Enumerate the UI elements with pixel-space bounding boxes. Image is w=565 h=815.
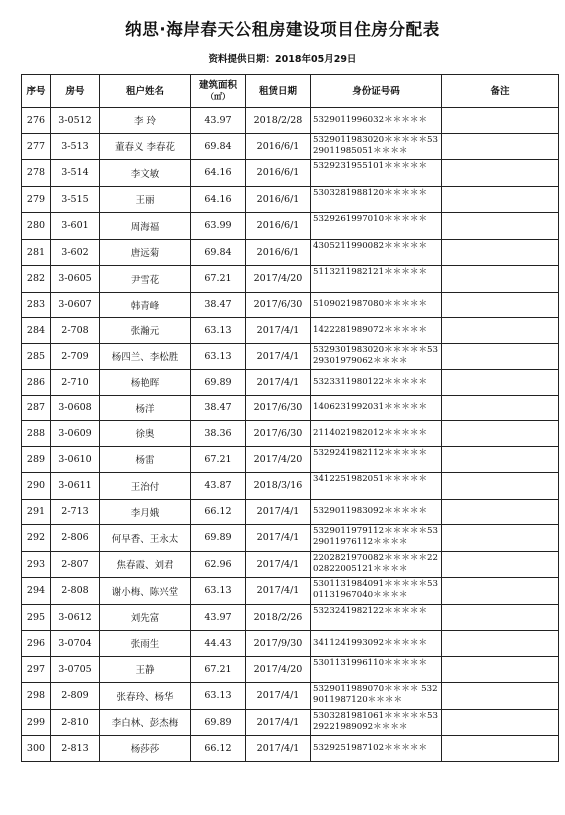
cell-seq: 283 — [22, 292, 51, 318]
cell-lease-date: 2017/6/30 — [246, 421, 311, 447]
table-row — [22, 133, 559, 160]
cell-tenant-name: 唐远菊 — [100, 239, 191, 266]
allocation-table — [21, 74, 559, 762]
cell-seq: 300 — [22, 736, 51, 762]
cell-tenant-name: 张春玲、杨华 — [100, 683, 191, 710]
cell-remark — [442, 343, 559, 370]
cell-lease-date: 2017/4/1 — [246, 551, 311, 578]
cell-remark — [442, 239, 559, 266]
cell-id-number: 5329251987102＊＊＊＊＊ — [311, 736, 442, 762]
cell-room: 2-709 — [51, 343, 100, 370]
cell-lease-date: 2016/6/1 — [246, 213, 311, 240]
cell-remark — [442, 108, 559, 134]
cell-tenant-name: 尹雪花 — [100, 266, 191, 293]
cell-tenant-name: 杨雷 — [100, 446, 191, 473]
cell-room: 3-0608 — [51, 395, 100, 421]
cell-id-number: 5113211982121＊＊＊＊＊ — [311, 266, 442, 293]
cell-room: 3-0609 — [51, 421, 100, 447]
cell-seq: 297 — [22, 656, 51, 683]
cell-remark — [442, 578, 559, 605]
cell-area: 64.16 — [191, 160, 246, 187]
table-row — [22, 578, 559, 605]
cell-area: 38.47 — [191, 395, 246, 421]
cell-remark — [442, 133, 559, 160]
cell-room: 2-808 — [51, 578, 100, 605]
table-row — [22, 656, 559, 683]
cell-area: 67.21 — [191, 656, 246, 683]
cell-tenant-name: 杨艳晖 — [100, 370, 191, 396]
cell-seq: 278 — [22, 160, 51, 187]
cell-id-number: 5329011989070＊＊＊＊ 5329011987120＊＊＊＊ — [311, 683, 442, 710]
table-row — [22, 709, 559, 736]
cell-tenant-name: 李白林、彭杰梅 — [100, 709, 191, 736]
cell-room: 2-810 — [51, 709, 100, 736]
cell-lease-date: 2017/4/20 — [246, 656, 311, 683]
cell-id-number: 5109021987080＊＊＊＊＊ — [311, 292, 442, 318]
cell-tenant-name: 王治付 — [100, 473, 191, 500]
cell-id-number: 2114021982012＊＊＊＊＊ — [311, 421, 442, 447]
cell-id-number: 5329241982112＊＊＊＊＊ — [311, 446, 442, 473]
cell-seq: 295 — [22, 604, 51, 631]
cell-id-number: 5323311980122＊＊＊＊＊ — [311, 370, 442, 396]
table-row — [22, 473, 559, 500]
cell-seq: 292 — [22, 525, 51, 552]
cell-id-number: 5329011983020＊＊＊＊＊5329011985051＊＊＊＊ — [311, 133, 442, 160]
cell-remark — [442, 736, 559, 762]
cell-room: 2-813 — [51, 736, 100, 762]
header-remark: 备注 — [442, 75, 559, 108]
header-room: 房号 — [51, 75, 100, 108]
cell-remark — [442, 604, 559, 631]
cell-seq: 277 — [22, 133, 51, 160]
cell-tenant-name: 谢小梅、陈兴堂 — [100, 578, 191, 605]
table-row — [22, 318, 559, 344]
header-area-label: 建筑面积 — [198, 80, 237, 91]
header-area-unit: （㎡） — [206, 92, 230, 101]
table-row — [22, 683, 559, 710]
cell-room: 3-0607 — [51, 292, 100, 318]
cell-seq: 289 — [22, 446, 51, 473]
cell-lease-date: 2017/4/1 — [246, 683, 311, 710]
cell-room: 3-515 — [51, 186, 100, 213]
cell-id-number: 2202821970082＊＊＊＊＊2202822005121＊＊＊＊ — [311, 551, 442, 578]
cell-tenant-name: 王静 — [100, 656, 191, 683]
header-id-number: 身份证号码 — [311, 75, 442, 108]
cell-tenant-name: 杨莎莎 — [100, 736, 191, 762]
table-row — [22, 631, 559, 657]
cell-lease-date: 2017/4/20 — [246, 446, 311, 473]
cell-seq: 296 — [22, 631, 51, 657]
cell-id-number: 3411241993092＊＊＊＊＊ — [311, 631, 442, 657]
cell-area: 63.13 — [191, 318, 246, 344]
cell-id-number: 5303281981061＊＊＊＊＊5329221989092＊＊＊＊ — [311, 709, 442, 736]
cell-id-number: 5301131984091＊＊＊＊＊5301131967040＊＊＊＊ — [311, 578, 442, 605]
cell-remark — [442, 421, 559, 447]
cell-area: 43.97 — [191, 108, 246, 134]
cell-tenant-name: 周海福 — [100, 213, 191, 240]
table-row — [22, 266, 559, 293]
cell-seq: 280 — [22, 213, 51, 240]
cell-lease-date: 2017/4/1 — [246, 525, 311, 552]
cell-room: 2-708 — [51, 318, 100, 344]
cell-area: 66.12 — [191, 499, 246, 525]
cell-tenant-name: 董春义 李春花 — [100, 133, 191, 160]
cell-lease-date: 2017/4/1 — [246, 370, 311, 396]
cell-area: 38.36 — [191, 421, 246, 447]
cell-seq: 298 — [22, 683, 51, 710]
cell-seq: 288 — [22, 421, 51, 447]
cell-remark — [442, 656, 559, 683]
cell-seq: 291 — [22, 499, 51, 525]
cell-lease-date: 2017/6/30 — [246, 292, 311, 318]
cell-id-number: 5329011996032＊＊＊＊＊ — [311, 108, 442, 134]
cell-area: 43.97 — [191, 604, 246, 631]
cell-area: 69.89 — [191, 525, 246, 552]
cell-remark — [442, 473, 559, 500]
table-row — [22, 736, 559, 762]
cell-seq: 293 — [22, 551, 51, 578]
cell-room: 3-602 — [51, 239, 100, 266]
cell-area: 69.84 — [191, 239, 246, 266]
data-provided-date: 资料提供日期：2018年05月29日 — [208, 54, 357, 65]
cell-area: 63.13 — [191, 343, 246, 370]
cell-area: 43.87 — [191, 473, 246, 500]
cell-tenant-name: 王丽 — [100, 186, 191, 213]
cell-seq: 294 — [22, 578, 51, 605]
cell-area: 62.96 — [191, 551, 246, 578]
cell-tenant-name: 李 玲 — [100, 108, 191, 134]
header-name: 租户姓名 — [100, 75, 191, 108]
cell-remark — [442, 266, 559, 293]
cell-tenant-name: 徐奥 — [100, 421, 191, 447]
cell-tenant-name: 李文敏 — [100, 160, 191, 187]
cell-remark — [442, 370, 559, 396]
cell-lease-date: 2016/6/1 — [246, 133, 311, 160]
cell-tenant-name: 李月娥 — [100, 499, 191, 525]
cell-area: 69.89 — [191, 709, 246, 736]
cell-lease-date: 2016/6/1 — [246, 160, 311, 187]
cell-area: 44.43 — [191, 631, 246, 657]
cell-remark — [442, 318, 559, 344]
cell-lease-date: 2017/4/1 — [246, 499, 311, 525]
cell-seq: 282 — [22, 266, 51, 293]
cell-tenant-name: 韩青峰 — [100, 292, 191, 318]
cell-room: 2-713 — [51, 499, 100, 525]
cell-tenant-name: 何早香、王永太 — [100, 525, 191, 552]
table-row — [22, 421, 559, 447]
cell-tenant-name: 张瀚元 — [100, 318, 191, 344]
table-row — [22, 343, 559, 370]
cell-id-number: 4305211990082＊＊＊＊＊ — [311, 239, 442, 266]
table-header-row — [22, 75, 559, 108]
cell-id-number: 5323241982122＊＊＊＊＊ — [311, 604, 442, 631]
cell-room: 2-806 — [51, 525, 100, 552]
cell-lease-date: 2017/6/30 — [246, 395, 311, 421]
table-row — [22, 160, 559, 187]
cell-lease-date: 2018/3/16 — [246, 473, 311, 500]
cell-area: 69.84 — [191, 133, 246, 160]
cell-seq: 279 — [22, 186, 51, 213]
cell-id-number: 5303281988120＊＊＊＊＊ — [311, 186, 442, 213]
cell-area: 67.21 — [191, 266, 246, 293]
cell-room: 2-710 — [51, 370, 100, 396]
cell-area: 67.21 — [191, 446, 246, 473]
table-row — [22, 604, 559, 631]
cell-area: 38.47 — [191, 292, 246, 318]
cell-lease-date: 2016/6/1 — [246, 239, 311, 266]
cell-room: 3-0512 — [51, 108, 100, 134]
cell-seq: 286 — [22, 370, 51, 396]
cell-area: 63.13 — [191, 683, 246, 710]
cell-area: 66.12 — [191, 736, 246, 762]
cell-area: 63.13 — [191, 578, 246, 605]
table-row — [22, 213, 559, 240]
cell-tenant-name: 刘先富 — [100, 604, 191, 631]
cell-remark — [442, 631, 559, 657]
cell-seq: 284 — [22, 318, 51, 344]
cell-lease-date: 2017/9/30 — [246, 631, 311, 657]
cell-remark — [442, 186, 559, 213]
table-row — [22, 239, 559, 266]
cell-room: 3-601 — [51, 213, 100, 240]
table-row — [22, 186, 559, 213]
cell-room: 3-0704 — [51, 631, 100, 657]
cell-room: 3-0705 — [51, 656, 100, 683]
cell-id-number: 3412251982051＊＊＊＊＊ — [311, 473, 442, 500]
cell-room: 3-514 — [51, 160, 100, 187]
cell-remark — [442, 446, 559, 473]
cell-seq: 281 — [22, 239, 51, 266]
cell-tenant-name: 杨洋 — [100, 395, 191, 421]
cell-room: 3-0605 — [51, 266, 100, 293]
cell-remark — [442, 292, 559, 318]
cell-id-number: 5329261997010＊＊＊＊＊ — [311, 213, 442, 240]
cell-room: 2-809 — [51, 683, 100, 710]
cell-seq: 287 — [22, 395, 51, 421]
cell-room: 2-807 — [51, 551, 100, 578]
cell-tenant-name: 张雨生 — [100, 631, 191, 657]
cell-id-number: 5329301983020＊＊＊＊＊5329301979062＊＊＊＊ — [311, 343, 442, 370]
cell-lease-date: 2017/4/1 — [246, 736, 311, 762]
cell-seq: 290 — [22, 473, 51, 500]
header-area — [191, 75, 246, 108]
cell-room: 3-513 — [51, 133, 100, 160]
cell-lease-date: 2017/4/1 — [246, 318, 311, 344]
cell-remark — [442, 395, 559, 421]
cell-room: 3-0610 — [51, 446, 100, 473]
cell-remark — [442, 551, 559, 578]
table-row — [22, 525, 559, 552]
cell-area: 69.89 — [191, 370, 246, 396]
cell-id-number: 5329011983092＊＊＊＊＊ — [311, 499, 442, 525]
table-row — [22, 551, 559, 578]
table-row — [22, 108, 559, 134]
table-row — [22, 370, 559, 396]
cell-remark — [442, 213, 559, 240]
table-row — [22, 292, 559, 318]
table-row — [22, 446, 559, 473]
cell-area: 63.99 — [191, 213, 246, 240]
cell-room: 3-0611 — [51, 473, 100, 500]
cell-lease-date: 2017/4/20 — [246, 266, 311, 293]
cell-id-number: 5329231955101＊＊＊＊＊ — [311, 160, 442, 187]
cell-lease-date: 2017/4/1 — [246, 578, 311, 605]
cell-lease-date: 2017/4/1 — [246, 709, 311, 736]
table-row — [22, 395, 559, 421]
cell-remark — [442, 499, 559, 525]
cell-seq: 299 — [22, 709, 51, 736]
cell-lease-date: 2016/6/1 — [246, 186, 311, 213]
table-row — [22, 499, 559, 525]
cell-lease-date: 2018/2/28 — [246, 108, 311, 134]
cell-id-number: 1406231992031＊＊＊＊＊ — [311, 395, 442, 421]
cell-room: 3-0612 — [51, 604, 100, 631]
cell-remark — [442, 525, 559, 552]
cell-seq: 285 — [22, 343, 51, 370]
cell-remark — [442, 683, 559, 710]
cell-tenant-name: 杨四兰、李松胜 — [100, 343, 191, 370]
cell-area: 64.16 — [191, 186, 246, 213]
cell-id-number: 5301131996110＊＊＊＊＊ — [311, 656, 442, 683]
cell-seq: 276 — [22, 108, 51, 134]
cell-lease-date: 2017/4/1 — [246, 343, 311, 370]
cell-id-number: 5329011979112＊＊＊＊＊5329011976112＊＊＊＊ — [311, 525, 442, 552]
cell-id-number: 1422281989072＊＊＊＊＊ — [311, 318, 442, 344]
cell-tenant-name: 焦春霞、刘君 — [100, 551, 191, 578]
document-title: 纳思·海岸春天公租房建设项目住房分配表 — [125, 20, 440, 39]
cell-remark — [442, 709, 559, 736]
header-lease-date: 租赁日期 — [246, 75, 311, 108]
header-seq: 序号 — [22, 75, 51, 108]
cell-remark — [442, 160, 559, 187]
cell-lease-date: 2018/2/26 — [246, 604, 311, 631]
